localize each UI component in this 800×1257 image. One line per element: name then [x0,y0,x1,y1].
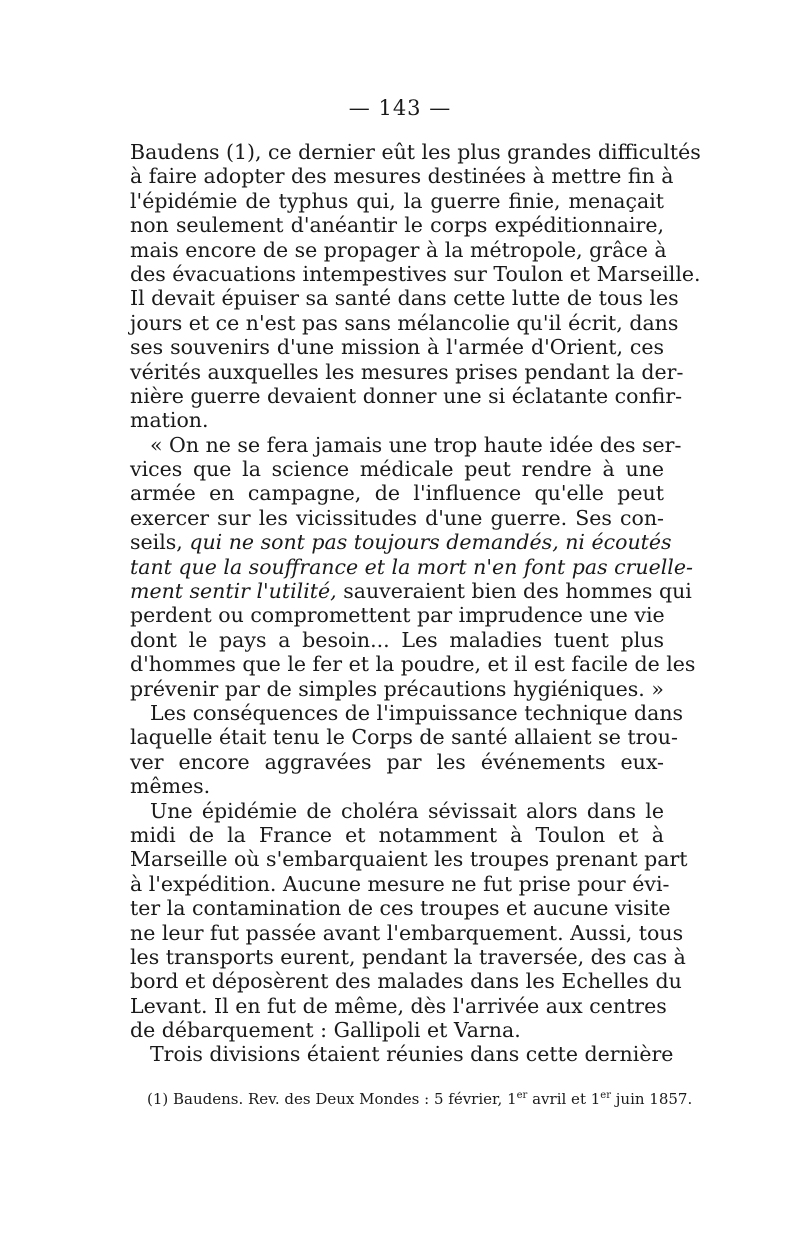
text-line: ver encore aggravées par les événements eux- [130,749,664,774]
text-line: à faire adopter des mesures destinées à mettre fin à [130,164,674,189]
footnote-text: (1) Baudens. Rev. des Deux Mondes : 5 février, 1 [147,1090,517,1108]
text-line: à l'expédition. Aucune mesure ne fut prise pour évi- [130,871,670,896]
text-line: exercer sur les vicissitudes d'une guerre. Ses con- [130,505,664,530]
text-line: « On ne se fera jamais une trop haute idée des ser- [150,432,682,457]
text-line: l'épidémie de typhus qui, la guerre finie, menaçait [130,188,664,213]
text-line [130,554,693,579]
text-line: dont le pays a besoin... Les maladies tuent plus [130,627,664,652]
text-line: vices que la science médicale peut rendre à une [130,457,664,482]
text-line: non seulement d'anéantir le corps expéditionnaire, [130,213,664,238]
text-run: sauveraient bien des hommes qui [336,579,692,604]
text-line: laquelle était tenu le Corps de santé allaient se trou- [130,725,678,750]
text-line: Baudens (1), ce dernier eût les plus grandes difficultés [130,140,701,164]
text-line: les transports eurent, pendant la traversée, des cas à [130,944,686,969]
italic-text-run: ment sentir l'utilité, [130,579,337,604]
text-line: de débarquement : Gallipoli et Varna. [130,1018,521,1043]
italic-text-run: tant que la souffrance et la mort n'en font pas cruelle- [130,554,693,579]
body-text [130,140,701,1067]
footnote-text: juin 1857. [610,1090,693,1108]
text-line: Trois divisions étaient réunies dans cette dernière [150,1042,674,1067]
text-line: Les conséquences de l'impuissance technique dans [150,700,684,725]
text-line: jours et ce n'est pas sans mélancolie qu'il écrit, dans [130,310,679,335]
text-line: mais encore de se propager à la métropole, grâce à [130,237,667,262]
italic-text-run: qui ne sont pas toujours demandés, ni écoutés [189,530,672,555]
text-line: nière guerre devaient donner une si éclatante confir- [130,383,683,408]
text-line: armée en campagne, de l'influence qu'elle peut [130,481,664,506]
text-line: midi de la France et notamment à Toulon et à [130,822,664,847]
text-line: ses souvenirs d'une mission à l'armée d'Orient, ces [130,335,664,360]
text-line: prévenir par de simples précautions hygiéniques. » [130,676,664,701]
page-number: — 143 — [348,96,452,120]
footnote-superscript: er [516,1090,528,1101]
text-line: Il devait épuiser sa santé dans cette lutte de tous les [130,286,679,311]
text-line: vérités auxquelles les mesures prises pendant la der- [130,359,684,384]
footnote-superscript: er [600,1090,611,1101]
footnote [147,1086,693,1109]
text-line: des évacuations intempestives sur Toulon et Marseille. [130,261,701,286]
text-line: ne leur fut passée avant l'embarquement. Aussi, tous [130,920,684,945]
text-line [130,579,692,604]
text-line [130,530,672,555]
text-line: ter la contamination de ces troupes et aucune visite [130,896,671,921]
text-line: Levant. Il en fut de même, dès l'arrivée aux centres [130,993,667,1018]
text-line: Une épidémie de choléra sévissait alors dans le [150,798,664,823]
text-line: Marseille où s'embarquaient les troupes prenant part [130,847,688,872]
text-line: mation. [130,408,209,433]
text-run: seils, [130,530,190,555]
text-line: bord et déposèrent des malades dans les Echelles du [130,969,682,994]
footnote-text: avril et 1 [527,1090,601,1108]
text-line: perdent ou compromettent par imprudence une vie [130,603,665,628]
text-line: mêmes. [130,774,211,799]
text-line: d'hommes que le fer et la poudre, et il est facile de les [130,652,696,677]
